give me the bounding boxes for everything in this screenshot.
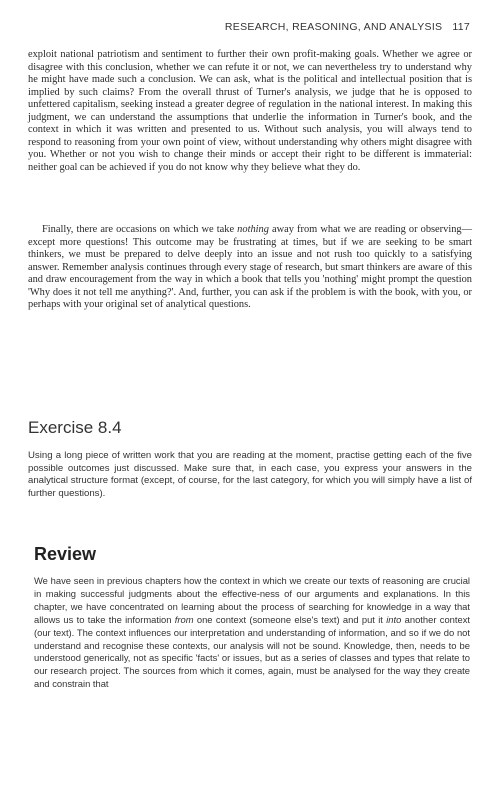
- exercise-body: Using a long piece of written work that you are reading at the moment, practise getting each of the five possible outcomes just discussed. Make sure that, in each case, you express your answers in the analytical structure format (except, of course, for the last category, for which you will simply have a list of further questions).: [28, 450, 472, 499]
- page-number: 117: [452, 21, 470, 33]
- emphasis-text: into: [386, 613, 402, 625]
- text-run: Finally, there are occasions on which we take: [42, 224, 238, 235]
- paragraph-text: exploit national patriotism and sentiment to further their own profit-making goals. Whether we agree or disagree with this conclusion, whether we can refute it or not, we can nevertheless try to understand why he might have made such a conclusion. We can ask, what is the political and intellectual position that is implied by such claims? From the overall thrust of Turner's analysis, we judge that he is opposed to unfettered capitalism, seeking instead a greater degree of regulation in the national interest. In making this judgment, we can understand the assumptions that underlie the information in Turner's book, and the context in which it was written and presented to us. Without such analysis, you will always tend to respond to reasoning from your own point of view, without understanding why others might disagree with you. Whether or not you wish to change their minds or accept their right to be different is immaterial: neither goal can be achieved if you do not know why they believe what they do.: [28, 49, 472, 173]
- running-title: RESEARCH, REASONING, AND ANALYSIS: [224, 21, 443, 33]
- emphasis-text: nothing: [237, 224, 269, 235]
- text-run: We have seen in previous chapters how the context in which we create our texts of reasoning are crucial in making successful judgments about the effective-ness of our arguments and explanations. In this chapter, we have concentrated on learning about the process of searching for knowledge in a way that allows us to take the information: [34, 575, 470, 625]
- body-paragraph: [28, 224, 472, 312]
- review-body: [34, 575, 470, 691]
- review-heading: Review: [34, 544, 97, 564]
- emphasis-text: from: [174, 613, 194, 625]
- text-run: one context (someone else's text) and put it: [193, 613, 387, 625]
- exercise-heading: Exercise 8.4: [28, 418, 122, 437]
- paragraph-text: [28, 224, 472, 312]
- running-header: [225, 21, 470, 33]
- body-paragraph: [28, 49, 472, 174]
- text-run: another context (our text). The context influences our interpretation and understanding of information, and so if we do not understand and recognise these contexts, our analysis will not be sound. Knowledge, then, needs to be understood generically, not as specific 'facts' or issues, but as a series of classes and types that relate to our research project. The sources from which it comes, again, must be analysed for the way they create and constrain that: [34, 613, 470, 690]
- text-run: away from what we are reading or observing—except more questions! This outcome may be frustrating at times, but if we are seeking to be smart thinkers, we must be prepared to delve deeply into an issue and not rush too quickly to a satisfying answer. Remember analysis continues through every stage of research, but smart thinkers are aware of this and draw encouragement from the way in which a book that tells you 'nothing' might prompt the question 'Why does it not tell me anything?'. And, further, you can ask if the problem is with the book, with you, or perhaps with your original set of analytical questions.: [28, 224, 472, 310]
